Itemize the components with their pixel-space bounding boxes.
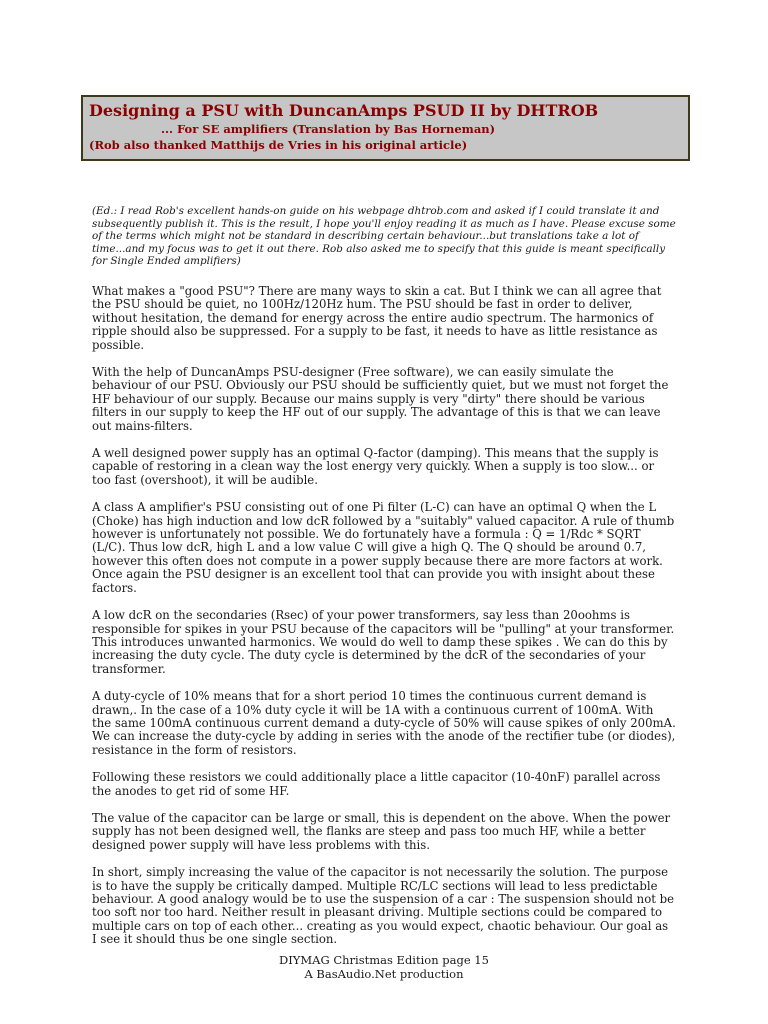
footer-edition: DIYMAG Christmas Edition page 15	[279, 953, 489, 967]
paragraph-q-factor: A well designed power supply has an optimal Q-factor (damping). This means that the supply is capable of restoring in a clean way the lost energy very quickly. When a supply is too slow... or too fast (overshoot), it will be audible.	[92, 446, 659, 487]
article-title: Designing a PSU with DuncanAmps PSUD II by DHTROB	[89, 101, 599, 120]
paragraph-capacitor-value: The value of the capacitor can be large or small, this is dependent on the above. When the power supply has not been designed well, the flanks are steep and pass too much HF, while a better designed power supply will have less problems with this.	[92, 810, 671, 852]
paragraph-class-a: A class A amplifier's PSU consisting out of one Pi filter (L-C) can have an optimal Q when the L (Choke) has high induction and low dcR followed by a "suitably" valued capacitor. A rule of thumb however is unfortunately not possible. We do fortunately have a formula : Q = 1/Rdc * SQRT (L/C). Thus low dcR, high L and a low value C will give a high Q. The Q should be around 0.7, however this often does not compute in a power supply because there are more factors at work. Once again the PSU designer is an excellent tool that can provide you with insight about these factors.	[92, 500, 675, 595]
title-box	[81, 95, 690, 161]
editor-note: (Ed.: I read Rob's excellent hands-on guide on his webpage dhtrob.com and asked if I could translate it and subsequently publish it. This is the result, I hope you'll enjoy reading it as much as I have. Please excuse some of the terms which might not be standard in describing certain behaviour...but translations take a lot of time...and my focus was to get it out there. Rob also asked me to specify that this guide is meant specifically for Single Ended amplifiers)	[92, 205, 676, 268]
paragraph-low-dcr: A low dcR on the secondaries (Rsec) of your power transformers, say less than 20oohms is responsible for spikes in your PSU because of the capacitors will be "pulling" at your transformer. This introduces unwanted harmonics. We would do well to damp these spikes . We can do this by increasing the duty cycle. The duty cycle is determined by the dcR of the secondaries of your transformer.	[92, 608, 675, 676]
footer-production: A BasAudio.Net production	[304, 967, 464, 981]
paragraph-resistors: Following these resistors we could additionally place a little capacitor (10-40nF) parallel across the anodes to get rid of some HF.	[92, 770, 661, 798]
paragraph-duty-cycle: A duty-cycle of 10% means that for a short period 10 times the continuous current demand is drawn,. In the case of a 10% duty cycle it will be 1A with a continuous current of 100mA. With the same 100mA continuous current demand a duty-cycle of 50% will cause spikes of only 200mA. We can increase the duty-cycle by adding in series with the anode of the rectifier tube (or diodes), resistance in the form of resistors.	[92, 689, 676, 757]
paragraph-in-short: In short, simply increasing the value of the capacitor is not necessarily the solution. The purpose is to have the supply be critically damped. Multiple RC/LC sections will lead to less predictable behaviour. A good analogy would be to use the suspension of a car : The suspension should not be too soft nor too hard. Neither result in pleasant driving. Multiple sections could be compared to multiple cars on top of each other... creating as you would expect, chaotic behaviour. Our goal as I see it should thus be one single section.	[92, 865, 675, 947]
article-body	[92, 205, 676, 961]
paragraph-duncanamps: With the help of DuncanAmps PSU-designer (Free software), we can easily simulate the behaviour of our PSU. Obviously our PSU should be sufficiently quiet, but we must not forget the HF behaviour of our supply. Because our mains supply is very "dirty" there should be various filters in our supply to keep the HF out of our supply. The advantage of this is that we can leave out mains-filters.	[92, 365, 669, 433]
article-subtitle: ... For SE amplifiers (Translation by Bas Horneman)	[161, 122, 496, 136]
article-credit-note: (Rob also thanked Matthijs de Vries in his original article)	[89, 138, 468, 152]
page-footer	[0, 953, 768, 981]
paragraph-good-psu: What makes a "good PSU"? There are many ways to skin a cat. But I think we can all agree that the PSU should be quiet, no 100Hz/120Hz hum. The PSU should be fast in order to deliver, without hesitation, the demand for energy across the entire audio spectrum. The harmonics of ripple should also be suppressed. For a supply to be fast, it needs to have as little resistance as possible.	[92, 283, 662, 352]
